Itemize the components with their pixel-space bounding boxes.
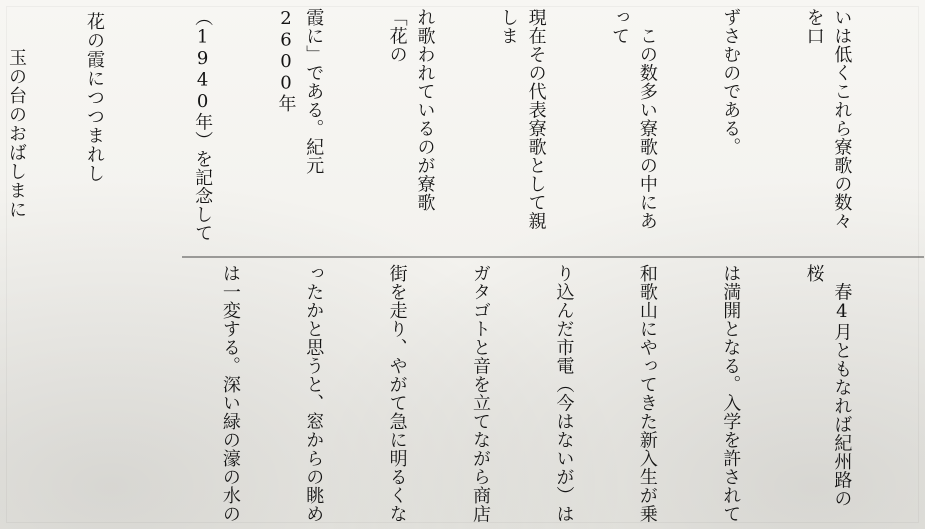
song-lyrics-block	[0, 12, 159, 252]
essay-lower-column-block	[191, 264, 911, 524]
text-line: いは低くこれら寮歌の数々を口	[803, 8, 853, 230]
text-line: ったかと思うと、窓からの眺め	[303, 264, 325, 523]
text-line: れ歌われているのが寮歌「花の	[386, 8, 436, 212]
essay-upper-column-block	[191, 8, 911, 248]
text-line: り込んだ市電（今はないが）は	[553, 264, 575, 523]
text-line: ガタゴトと音を立てながら商店	[470, 264, 492, 523]
text-line: は一変する。深い緑の濠の水の	[219, 264, 241, 523]
newsprint-sheet	[6, 6, 919, 523]
text-line: 霞に」である。紀元2600年	[275, 8, 325, 175]
lyric-line: 玉の台のおばしまに	[6, 48, 27, 219]
text-line: 現在その代表寮歌として親しま	[497, 8, 547, 230]
section-divider	[182, 256, 924, 258]
lyric-line: 花の霞につつまれし	[84, 12, 105, 183]
text-line: 街を走り、やがて急に明るくな	[386, 264, 408, 523]
text-line: この数多い寮歌の中にあって	[609, 8, 658, 230]
text-line: は満開となる。入学を許されて	[720, 264, 742, 523]
text-line: 和歌山にやってきた新入生が乗	[636, 264, 658, 523]
text-line: ずさむのである。	[720, 8, 742, 156]
text-line: 春4月ともなれば紀州路の桜	[803, 264, 853, 508]
text-line: （1940年）を記念して	[192, 8, 214, 242]
